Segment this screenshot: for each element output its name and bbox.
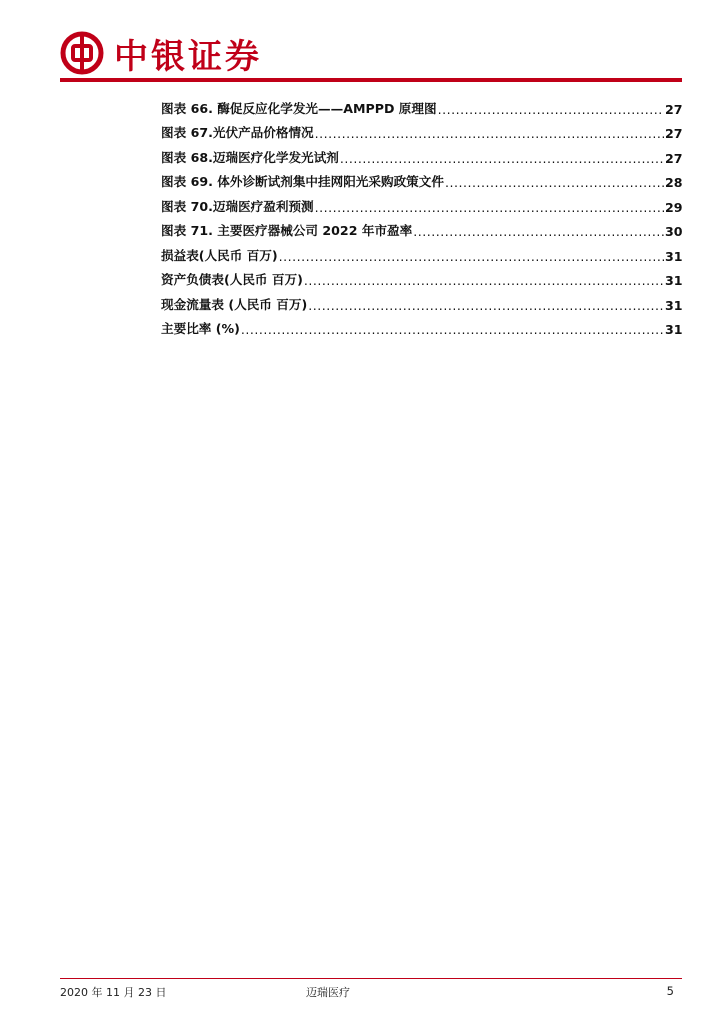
toc-entry-page: 28	[665, 175, 683, 190]
toc-leader-dots	[413, 224, 664, 239]
toc-entry-title: 损益表(人民币 百万)	[161, 247, 278, 263]
brand-name: 中银证券	[114, 36, 262, 77]
toc-leader-dots	[304, 273, 664, 288]
toc-entry-title: 资产负债表(人民币 百万)	[161, 272, 303, 287]
toc-entry-title: 图表 66. 酶促反应化学发光——AMPPD 原理图	[161, 100, 437, 116]
toc-entry-page: 27	[665, 150, 683, 166]
toc-entry-page: 29	[665, 199, 683, 215]
page-number: 5	[666, 984, 674, 998]
toc-entry[interactable]	[161, 117, 681, 142]
toc-entry[interactable]	[161, 166, 681, 191]
toc-entry-title: 图表 70.迈瑞医疗盈利预测	[161, 198, 314, 214]
toc-leader-dots	[315, 126, 664, 141]
footer-divider	[60, 978, 682, 979]
toc-entry-page: 27	[665, 101, 683, 117]
table-of-contents	[161, 92, 681, 337]
footer-company-name: 迈瑞医疗	[306, 986, 350, 999]
toc-entry[interactable]	[161, 215, 681, 240]
toc-entry-title: 现金流量表 (人民币 百万)	[161, 296, 308, 312]
report-header	[60, 28, 262, 78]
toc-entry-page: 27	[665, 126, 683, 141]
footer-date: 2020 年 11 月 23 日	[60, 986, 167, 999]
toc-entry-title: 图表 68.迈瑞医疗化学发光试剂	[161, 149, 339, 165]
toc-leader-dots	[445, 175, 664, 190]
toc-entry-title: 图表 71. 主要医疗器械公司 2022 年市盈率	[161, 223, 413, 238]
toc-entry[interactable]	[161, 92, 681, 117]
toc-entry-page: 31	[665, 273, 683, 288]
header-divider	[60, 78, 682, 82]
toc-entry-title: 图表 69. 体外诊断试剂集中挂网阳光采购政策文件	[161, 174, 444, 189]
toc-entry[interactable]	[161, 190, 681, 215]
toc-entry-page: 31	[665, 322, 683, 337]
toc-leader-dots	[340, 151, 664, 166]
toc-leader-dots	[241, 322, 664, 337]
toc-leader-dots	[438, 102, 664, 117]
toc-entry-page: 30	[665, 224, 683, 239]
toc-entry[interactable]	[161, 288, 681, 313]
toc-entry-page: 31	[665, 248, 683, 264]
toc-entry[interactable]	[161, 141, 681, 166]
bank-of-china-logo-icon	[60, 31, 104, 75]
toc-entry[interactable]	[161, 239, 681, 264]
toc-entry-title: 主要比率 (%)	[161, 321, 240, 336]
toc-leader-dots	[315, 200, 664, 215]
toc-leader-dots	[308, 298, 664, 313]
toc-entry-page: 31	[665, 297, 683, 313]
toc-entry-title: 图表 67.光伏产品价格情况	[161, 125, 314, 140]
toc-entry[interactable]	[161, 313, 681, 338]
toc-entry[interactable]	[161, 264, 681, 289]
toc-leader-dots	[279, 249, 664, 264]
